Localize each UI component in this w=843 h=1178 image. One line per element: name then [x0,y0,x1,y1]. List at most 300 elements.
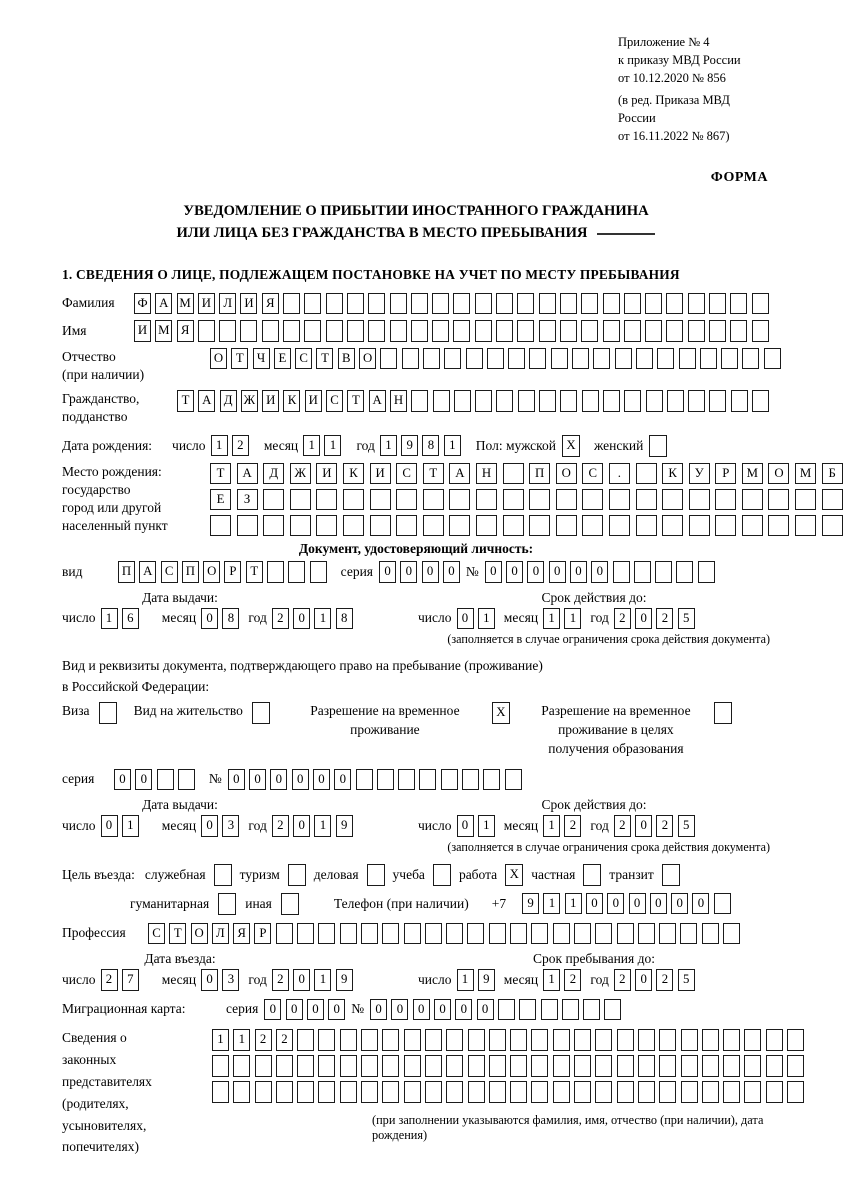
char-cell[interactable] [340,1081,357,1103]
char-cell[interactable]: 0 [201,608,218,630]
char-cell[interactable] [483,769,500,791]
char-cell[interactable] [340,1055,357,1077]
char-cell[interactable] [212,1055,229,1077]
char-cell[interactable]: Т [169,923,186,945]
char-cell[interactable] [425,1029,442,1051]
char-cell[interactable]: В [338,348,355,370]
patronymic-input[interactable] [210,348,781,370]
char-cell[interactable]: 0 [293,969,310,991]
char-cell[interactable]: 0 [570,561,587,583]
char-cell[interactable] [731,390,748,412]
char-cell[interactable] [752,320,769,342]
char-cell[interactable] [583,864,601,886]
purpose-tourism-checkbox[interactable] [288,864,306,886]
char-cell[interactable] [316,489,337,511]
char-cell[interactable] [787,1029,804,1051]
char-cell[interactable] [255,1055,272,1077]
char-cell[interactable]: Р [715,463,736,485]
char-cell[interactable]: 1 [478,815,495,837]
purpose-transit-checkbox[interactable] [662,864,680,886]
residence-issue-year-input[interactable] [272,815,353,837]
char-cell[interactable] [433,390,450,412]
char-cell[interactable]: 1 [564,608,581,630]
char-cell[interactable] [498,999,515,1021]
char-cell[interactable] [519,999,536,1021]
char-cell[interactable] [233,1081,250,1103]
char-cell[interactable]: Я [262,293,279,315]
char-cell[interactable] [730,293,747,315]
char-cell[interactable] [624,320,641,342]
char-cell[interactable] [666,293,683,315]
residence-series-input[interactable] [114,769,195,791]
char-cell[interactable]: 0 [591,561,608,583]
char-cell[interactable]: А [369,390,386,412]
char-cell[interactable]: 0 [328,999,345,1021]
char-cell[interactable] [510,923,527,945]
char-cell[interactable]: Т [210,463,231,485]
char-cell[interactable] [723,1055,740,1077]
char-cell[interactable] [510,1055,527,1077]
stay-year-input[interactable] [614,969,695,991]
char-cell[interactable] [752,293,769,315]
char-cell[interactable] [404,1055,421,1077]
char-cell[interactable]: 8 [422,435,439,457]
char-cell[interactable] [453,320,470,342]
char-cell[interactable] [476,489,497,511]
char-cell[interactable] [646,390,663,412]
char-cell[interactable] [714,702,732,724]
char-cell[interactable] [676,561,693,583]
char-cell[interactable]: Т [347,390,364,412]
char-cell[interactable]: Д [263,463,284,485]
purpose-humanitarian-checkbox[interactable] [218,893,236,915]
char-cell[interactable]: 0 [635,969,652,991]
char-cell[interactable]: К [343,463,364,485]
edu-permit-checkbox[interactable] [714,702,732,724]
char-cell[interactable]: 8 [222,608,239,630]
char-cell[interactable]: Е [274,348,291,370]
char-cell[interactable] [340,923,357,945]
entry-day-input[interactable] [101,969,139,991]
char-cell[interactable]: 5 [678,969,695,991]
char-cell[interactable] [370,489,391,511]
char-cell[interactable] [822,515,843,537]
char-cell[interactable] [742,348,759,370]
char-cell[interactable] [529,348,546,370]
char-cell[interactable] [318,1029,335,1051]
char-cell[interactable] [681,1081,698,1103]
char-cell[interactable] [252,702,270,724]
char-cell[interactable]: С [161,561,178,583]
char-cell[interactable] [343,489,364,511]
char-cell[interactable]: 0 [650,893,667,915]
char-cell[interactable] [539,293,556,315]
char-cell[interactable]: 0 [286,999,303,1021]
char-cell[interactable] [214,864,232,886]
doc-issue-month-input[interactable] [201,608,239,630]
char-cell[interactable] [396,489,417,511]
char-cell[interactable]: 1 [543,815,560,837]
char-cell[interactable] [318,1055,335,1077]
char-cell[interactable]: И [262,390,279,412]
doc-issue-year-input[interactable] [272,608,353,630]
char-cell[interactable] [688,390,705,412]
char-cell[interactable] [795,489,816,511]
char-cell[interactable] [157,769,174,791]
char-cell[interactable] [468,1081,485,1103]
char-cell[interactable] [688,320,705,342]
char-cell[interactable] [99,702,117,724]
char-cell[interactable] [496,390,513,412]
char-cell[interactable] [531,1029,548,1051]
char-cell[interactable] [423,515,444,537]
char-cell[interactable] [433,864,451,886]
char-cell[interactable] [531,1081,548,1103]
char-cell[interactable] [290,515,311,537]
char-cell[interactable] [556,489,577,511]
char-cell[interactable] [425,923,442,945]
char-cell[interactable] [453,293,470,315]
char-cell[interactable] [681,1029,698,1051]
char-cell[interactable]: 3 [222,815,239,837]
char-cell[interactable]: Р [224,561,241,583]
char-cell[interactable] [419,769,436,791]
char-cell[interactable] [343,515,364,537]
char-cell[interactable]: 0 [379,561,396,583]
char-cell[interactable] [503,489,524,511]
char-cell[interactable]: З [237,489,258,511]
char-cell[interactable] [709,390,726,412]
char-cell[interactable] [662,864,680,886]
temp-permit-checkbox[interactable] [492,702,510,724]
char-cell[interactable] [582,515,603,537]
purpose-other-checkbox[interactable] [281,893,299,915]
char-cell[interactable] [702,1055,719,1077]
visa-checkbox[interactable] [99,702,117,724]
char-cell[interactable] [562,999,579,1021]
char-cell[interactable] [609,515,630,537]
char-cell[interactable] [263,489,284,511]
char-cell[interactable]: А [449,463,470,485]
char-cell[interactable]: 2 [101,969,118,991]
char-cell[interactable]: 0 [201,969,218,991]
char-cell[interactable] [603,293,620,315]
char-cell[interactable]: X [562,435,580,457]
char-cell[interactable]: 5 [678,608,695,630]
char-cell[interactable] [510,1029,527,1051]
char-cell[interactable]: 0 [455,999,472,1021]
char-cell[interactable] [441,769,458,791]
char-cell[interactable] [617,923,634,945]
stay-day-input[interactable] [457,969,495,991]
char-cell[interactable]: 1 [324,435,341,457]
female-checkbox[interactable] [649,435,667,457]
purpose-business-checkbox[interactable] [367,864,385,886]
char-cell[interactable]: 1 [303,435,320,457]
char-cell[interactable] [475,320,492,342]
doc-kind-input[interactable] [118,561,327,583]
char-cell[interactable] [603,320,620,342]
char-cell[interactable] [657,348,674,370]
char-cell[interactable]: М [742,463,763,485]
char-cell[interactable] [681,1055,698,1077]
char-cell[interactable]: 0 [313,769,330,791]
birth-month-input[interactable] [303,435,341,457]
char-cell[interactable]: 0 [413,999,430,1021]
char-cell[interactable]: 0 [370,999,387,1021]
char-cell[interactable]: О [203,561,220,583]
char-cell[interactable] [518,390,535,412]
char-cell[interactable]: Д [220,390,237,412]
char-cell[interactable] [356,769,373,791]
char-cell[interactable] [556,515,577,537]
char-cell[interactable]: 3 [222,969,239,991]
char-cell[interactable]: 1 [314,969,331,991]
char-cell[interactable] [446,1029,463,1051]
char-cell[interactable] [368,320,385,342]
char-cell[interactable]: Л [219,293,236,315]
char-cell[interactable]: Т [177,390,194,412]
char-cell[interactable] [517,320,534,342]
char-cell[interactable] [316,515,337,537]
char-cell[interactable] [212,1081,229,1103]
char-cell[interactable]: С [295,348,312,370]
char-cell[interactable] [510,1081,527,1103]
char-cell[interactable] [297,1081,314,1103]
char-cell[interactable]: 1 [380,435,397,457]
residence-expiry-month-input[interactable] [543,815,581,837]
char-cell[interactable]: К [283,390,300,412]
char-cell[interactable] [496,293,513,315]
char-cell[interactable]: С [326,390,343,412]
char-cell[interactable] [283,293,300,315]
char-cell[interactable] [667,390,684,412]
char-cell[interactable]: О [556,463,577,485]
char-cell[interactable]: 2 [272,608,289,630]
char-cell[interactable] [467,923,484,945]
char-cell[interactable]: 1 [233,1029,250,1051]
char-cell[interactable]: 1 [565,893,582,915]
char-cell[interactable] [744,1029,761,1051]
entry-month-input[interactable] [201,969,239,991]
char-cell[interactable]: 0 [527,561,544,583]
char-cell[interactable] [721,348,738,370]
char-cell[interactable] [396,515,417,537]
char-cell[interactable] [380,348,397,370]
char-cell[interactable]: 1 [543,608,560,630]
char-cell[interactable]: Н [390,390,407,412]
char-cell[interactable]: 0 [135,769,152,791]
char-cell[interactable] [723,1081,740,1103]
char-cell[interactable]: 9 [478,969,495,991]
char-cell[interactable] [503,515,524,537]
char-cell[interactable]: А [237,463,258,485]
char-cell[interactable]: П [118,561,135,583]
char-cell[interactable]: 0 [692,893,709,915]
char-cell[interactable] [347,320,364,342]
char-cell[interactable] [689,489,710,511]
char-cell[interactable] [446,1055,463,1077]
char-cell[interactable]: Ф [134,293,151,315]
char-cell[interactable] [411,390,428,412]
char-cell[interactable]: 1 [212,1029,229,1051]
char-cell[interactable] [210,515,231,537]
char-cell[interactable] [411,320,428,342]
char-cell[interactable] [659,923,676,945]
char-cell[interactable]: 2 [656,608,673,630]
char-cell[interactable]: 1 [122,815,139,837]
char-cell[interactable] [560,293,577,315]
char-cell[interactable] [398,769,415,791]
char-cell[interactable] [304,293,321,315]
char-cell[interactable]: С [396,463,417,485]
char-cell[interactable]: Ж [241,390,258,412]
char-cell[interactable]: 9 [522,893,539,915]
char-cell[interactable] [404,1081,421,1103]
char-cell[interactable]: Т [423,463,444,485]
char-cell[interactable]: 0 [635,608,652,630]
char-cell[interactable] [595,1029,612,1051]
char-cell[interactable] [766,1029,783,1051]
char-cell[interactable]: М [795,463,816,485]
char-cell[interactable]: С [148,923,165,945]
char-cell[interactable] [645,293,662,315]
char-cell[interactable]: Ч [253,348,270,370]
char-cell[interactable]: 9 [401,435,418,457]
char-cell[interactable]: 1 [478,608,495,630]
char-cell[interactable] [572,348,589,370]
char-cell[interactable]: О [768,463,789,485]
char-cell[interactable] [715,489,736,511]
char-cell[interactable]: К [662,463,683,485]
char-cell[interactable] [267,561,284,583]
char-cell[interactable] [361,1081,378,1103]
char-cell[interactable]: А [139,561,156,583]
char-cell[interactable] [377,769,394,791]
char-cell[interactable] [517,293,534,315]
char-cell[interactable] [581,293,598,315]
char-cell[interactable] [390,293,407,315]
char-cell[interactable]: И [316,463,337,485]
char-cell[interactable] [288,561,305,583]
char-cell[interactable]: Т [316,348,333,370]
char-cell[interactable]: 8 [336,608,353,630]
char-cell[interactable] [237,515,258,537]
char-cell[interactable] [390,320,407,342]
char-cell[interactable] [662,515,683,537]
doc-issue-day-input[interactable] [101,608,139,630]
char-cell[interactable]: 2 [276,1029,293,1051]
char-cell[interactable]: 0 [422,561,439,583]
char-cell[interactable] [715,515,736,537]
char-cell[interactable]: 0 [307,999,324,1021]
char-cell[interactable]: 0 [201,815,218,837]
char-cell[interactable] [218,893,236,915]
char-cell[interactable] [496,320,513,342]
char-cell[interactable]: А [198,390,215,412]
char-cell[interactable] [730,320,747,342]
birth-place-row3-input[interactable] [210,515,843,537]
representatives-row3-input[interactable] [212,1081,804,1103]
char-cell[interactable]: И [370,463,391,485]
char-cell[interactable] [310,561,327,583]
char-cell[interactable]: 0 [114,769,131,791]
char-cell[interactable] [539,320,556,342]
char-cell[interactable] [382,1081,399,1103]
purpose-work-checkbox[interactable] [505,864,523,886]
doc-expiry-month-input[interactable] [543,608,581,630]
char-cell[interactable]: 9 [336,815,353,837]
stay-month-input[interactable] [543,969,581,991]
char-cell[interactable] [787,1081,804,1103]
char-cell[interactable]: 7 [122,969,139,991]
char-cell[interactable] [679,348,696,370]
birth-year-input[interactable] [380,435,461,457]
residence-number-input[interactable] [228,769,522,791]
char-cell[interactable] [508,348,525,370]
char-cell[interactable] [822,489,843,511]
char-cell[interactable] [505,769,522,791]
char-cell[interactable]: П [529,463,550,485]
char-cell[interactable] [276,923,293,945]
char-cell[interactable] [553,1055,570,1077]
char-cell[interactable] [702,1081,719,1103]
char-cell[interactable] [423,489,444,511]
char-cell[interactable] [432,293,449,315]
char-cell[interactable] [702,923,719,945]
char-cell[interactable] [432,320,449,342]
residence-issue-month-input[interactable] [201,815,239,837]
entry-year-input[interactable] [272,969,353,991]
char-cell[interactable] [454,390,471,412]
char-cell[interactable] [425,1081,442,1103]
char-cell[interactable] [361,1055,378,1077]
char-cell[interactable] [553,923,570,945]
char-cell[interactable]: 2 [564,815,581,837]
char-cell[interactable]: 6 [122,608,139,630]
char-cell[interactable]: 0 [607,893,624,915]
char-cell[interactable] [638,923,655,945]
char-cell[interactable] [340,1029,357,1051]
char-cell[interactable]: Б [822,463,843,485]
doc-expiry-day-input[interactable] [457,608,495,630]
char-cell[interactable] [744,1081,761,1103]
char-cell[interactable] [659,1029,676,1051]
char-cell[interactable] [489,1081,506,1103]
char-cell[interactable]: И [134,320,151,342]
firstname-input[interactable] [134,320,769,342]
char-cell[interactable] [219,320,236,342]
char-cell[interactable] [503,463,524,485]
char-cell[interactable]: 2 [232,435,249,457]
char-cell[interactable] [551,348,568,370]
char-cell[interactable] [636,463,657,485]
char-cell[interactable] [638,1081,655,1103]
char-cell[interactable] [446,923,463,945]
char-cell[interactable]: 0 [292,769,309,791]
char-cell[interactable] [624,293,641,315]
doc-expiry-year-input[interactable] [614,608,695,630]
phone-input[interactable] [522,893,731,915]
char-cell[interactable] [702,1029,719,1051]
char-cell[interactable] [638,1029,655,1051]
char-cell[interactable] [617,1081,634,1103]
char-cell[interactable] [613,561,630,583]
char-cell[interactable] [655,561,672,583]
char-cell[interactable]: Т [231,348,248,370]
char-cell[interactable]: 0 [457,608,474,630]
char-cell[interactable] [466,348,483,370]
